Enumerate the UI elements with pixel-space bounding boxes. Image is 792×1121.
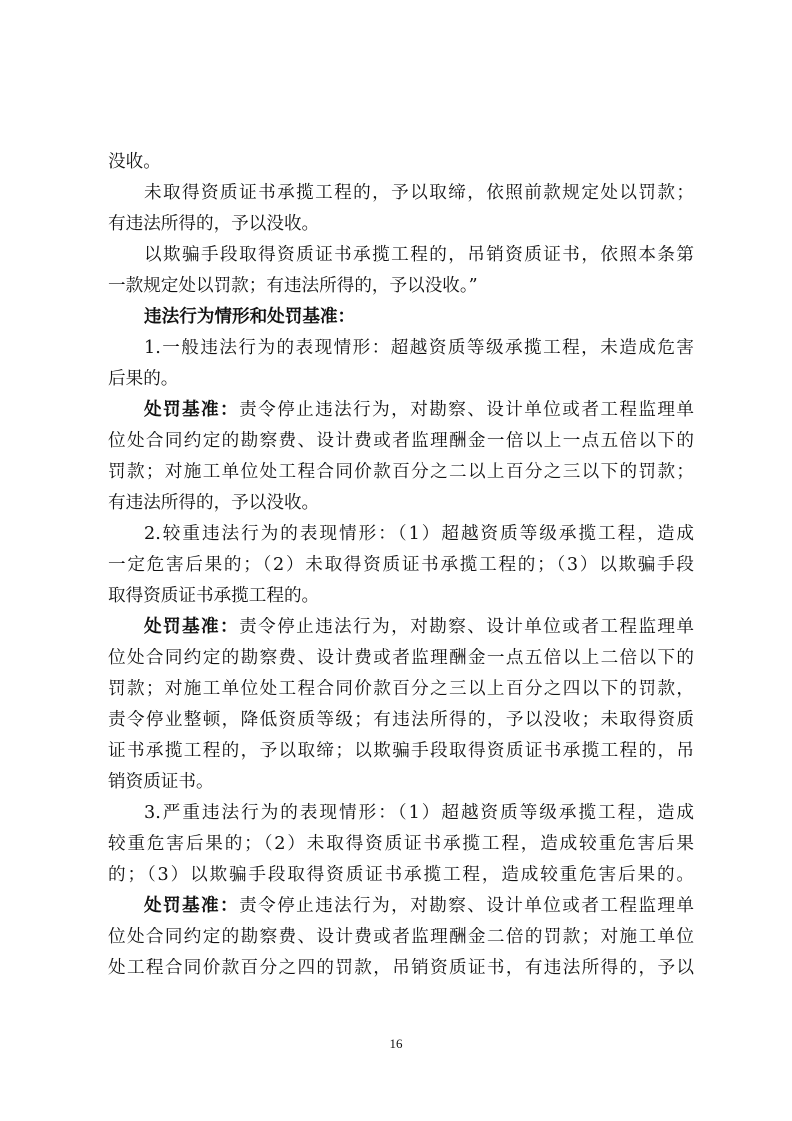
penalty-label: 处罚基准： <box>144 895 240 916</box>
text-line: 有违法所得的，予以没收。 <box>108 214 320 234</box>
text-line <box>144 890 694 922</box>
penalty-text: 责令停止违法行为，对勘察、设计单位或者工程监理单 <box>239 400 694 420</box>
text-line: 一定危害后果的；（2）未取得资质证书承揽工程的；（3）以欺骗手段 <box>108 555 694 575</box>
text-line: 一款规定处以罚款；有违法所得的，予以没收。” <box>108 276 478 296</box>
text-line: 较重危害后果的；（2）未取得资质证书承揽工程，造成较重危害后果 <box>108 834 694 854</box>
text-line: 的；（3）以欺骗手段取得资质证书承揽工程，造成较重危害后果的。 <box>108 865 694 885</box>
text-line: 证书承揽工程的，予以取缔；以欺骗手段取得资质证书承揽工程的，吊 <box>108 741 694 761</box>
text-line: 位处合同约定的勘察费、设计费或者监理酬金一倍以上一点五倍以下的 <box>108 431 694 451</box>
text-line: 位处合同约定的勘察费、设计费或者监理酬金二倍的罚款；对施工单位 <box>108 927 694 947</box>
penalty-label: 处罚基准： <box>144 399 240 420</box>
text-line: 1.一般违法行为的表现情形：超越资质等级承揽工程，未造成危害 <box>144 338 694 358</box>
penalty-text: 责令停止违法行为，对勘察、设计单位或者工程监理单 <box>239 896 694 916</box>
text-line: 销资质证书。 <box>108 772 214 792</box>
penalty-label: 处罚基准： <box>144 616 240 637</box>
penalty-text: 责令停止违法行为，对勘察、设计单位或者工程监理单 <box>239 617 694 637</box>
text-line: 罚款；对施工单位处工程合同价款百分之二以上百分之三以下的罚款； <box>108 462 694 482</box>
text-line <box>144 394 694 426</box>
text-line: 有违法所得的，予以没收。 <box>108 493 320 513</box>
text-line: 位处合同约定的勘察费、设计费或者监理酬金一点五倍以上二倍以下的 <box>108 648 694 668</box>
section-heading: 违法行为情形和处罚基准： <box>144 306 356 327</box>
text-line: 取得资质证书承揽工程的。 <box>108 586 320 606</box>
text-line: 以欺骗手段取得资质证书承揽工程的，吊销资质证书，依照本条第 <box>144 245 694 265</box>
text-line <box>144 611 694 643</box>
text-line: 2.较重违法行为的表现情形：（1）超越资质等级承揽工程，造成 <box>144 524 694 544</box>
text-line: 处工程合同价款百分之四的罚款，吊销资质证书，有违法所得的，予以 <box>108 958 694 978</box>
text-line: 没收。 <box>108 152 161 172</box>
page-number: 16 <box>389 1036 403 1051</box>
text-line: 责令停业整顿，降低资质等级；有违法所得的，予以没收；未取得资质 <box>108 710 694 730</box>
text-line: 未取得资质证书承揽工程的，予以取缔，依照前款规定处以罚款； <box>144 183 694 203</box>
text-line: 后果的。 <box>108 369 179 389</box>
text-line: 罚款；对施工单位处工程合同价款百分之三以上百分之四以下的罚款， <box>108 679 694 699</box>
text-line: 3.严重违法行为的表现情形：（1）超越资质等级承揽工程，造成 <box>144 803 694 823</box>
